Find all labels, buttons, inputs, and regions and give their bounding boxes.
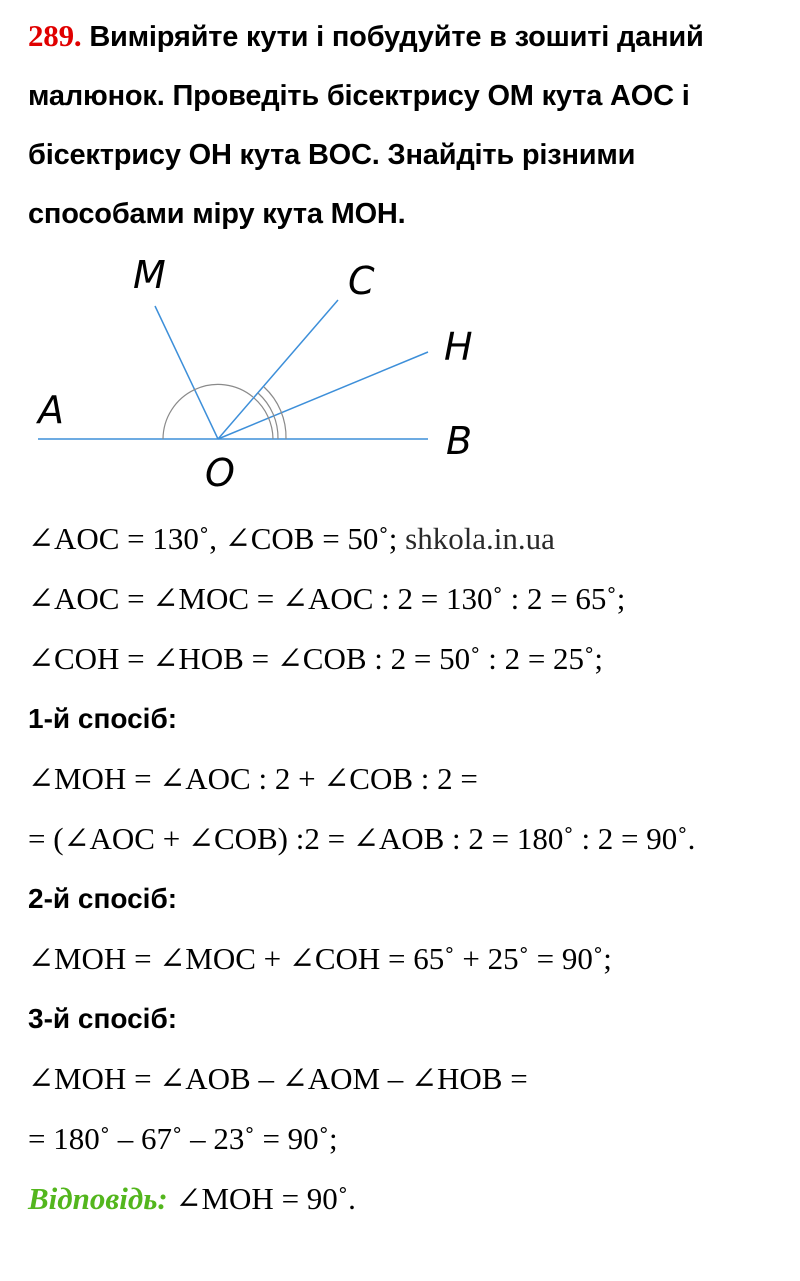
answer-label: Відповідь: xyxy=(28,1181,168,1216)
method1-line-1: ∠MOH = ∠AOC : 2 + ∠COB : 2 = xyxy=(28,761,478,796)
solution-line-3: ∠COH = ∠HOB = ∠COB : 2 = 50˚ : 2 = 25˚; xyxy=(28,641,603,676)
ray-oc xyxy=(218,300,338,439)
problem-line-3: бісектрису OH кута BOC. Знайдіть різними xyxy=(28,139,636,171)
label-c: C xyxy=(348,259,375,303)
label-m: M xyxy=(133,253,166,297)
label-b: B xyxy=(446,419,473,463)
method3-line-2: = 180˚ – 67˚ – 23˚ = 90˚; xyxy=(28,1121,338,1156)
arc-cob-third xyxy=(264,387,286,439)
method1-line-2: = (∠AOC + ∠COB) :2 = ∠AOB : 2 = 180˚ : 2 = 90˚. xyxy=(28,821,696,856)
label-o: O xyxy=(205,451,235,495)
method2-title: 2-й спосіб: xyxy=(28,883,178,914)
problem-line-1 xyxy=(28,6,788,67)
ray-om xyxy=(155,306,218,439)
angle-figure xyxy=(0,248,520,498)
answer-value: ∠MOH = 90˚. xyxy=(175,1181,356,1216)
problem-statement xyxy=(28,6,788,244)
label-h: H xyxy=(444,325,473,369)
answer-line xyxy=(28,1179,356,1219)
problem-number: 289. xyxy=(28,18,82,53)
problem-line-2: малюнок. Проведіть бісектрису OM кута AOC і xyxy=(28,80,690,112)
method2-line-1: ∠MOH = ∠MOC + ∠COH = 65˚ + 25˚ = 90˚; xyxy=(28,941,612,976)
method3-line-1: ∠MOH = ∠AOB – ∠AOM – ∠HOB = xyxy=(28,1061,528,1096)
ray-oh xyxy=(218,352,428,439)
solution-line-2: ∠AOC = ∠MOC = ∠AOC : 2 = 130˚ : 2 = 65˚; xyxy=(28,581,626,616)
label-a: A xyxy=(38,388,64,432)
site-link[interactable]: shkola.in.ua xyxy=(405,521,555,556)
method1-title: 1-й спосіб: xyxy=(28,703,178,734)
given-text: ∠AOC = 130˚, ∠COB = 50˚; xyxy=(28,521,398,556)
problem-text-1: Виміряйте кути і побудуйте в зошиті даний xyxy=(89,21,704,53)
angle-diagram xyxy=(0,248,520,498)
given-line xyxy=(28,519,555,559)
arc-cob-inner xyxy=(254,398,273,439)
problem-line-4: способами міру кута MOH. xyxy=(28,198,406,230)
method3-title: 3-й спосіб: xyxy=(28,1003,178,1034)
